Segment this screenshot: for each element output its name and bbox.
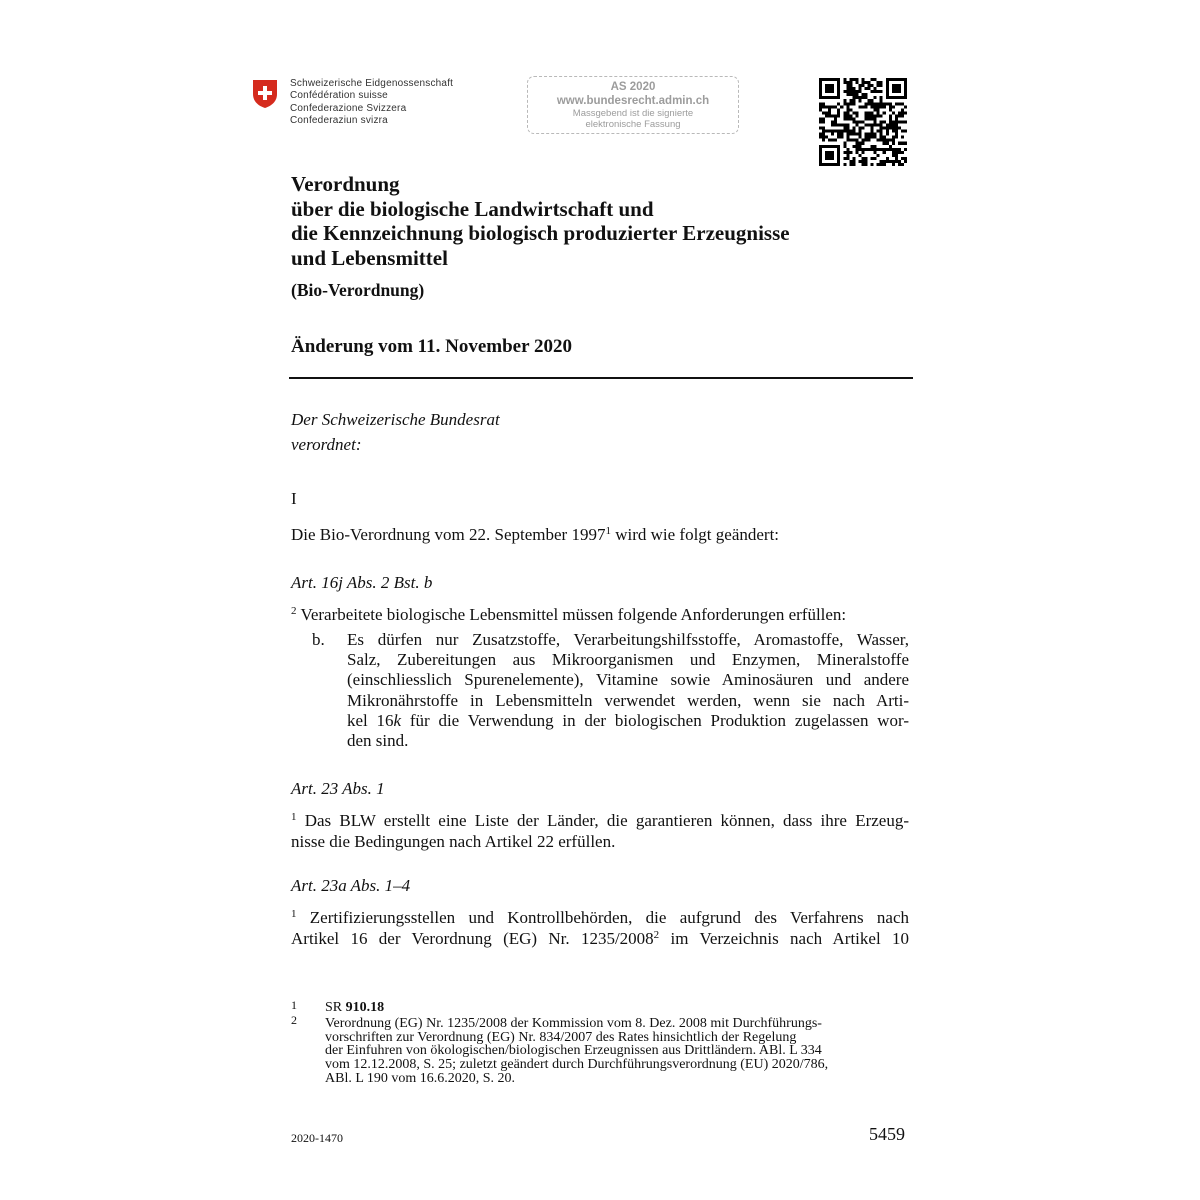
page-number: 5459 — [869, 1124, 905, 1144]
confederation-name-it: Confederazione Svizzera — [290, 102, 407, 114]
title-line: Verordnung — [291, 172, 400, 196]
footnote-number: 2 — [291, 1013, 297, 1027]
footnote-ref: 2 — [653, 928, 660, 941]
official-publication-stamp — [527, 76, 739, 134]
short-title: (Bio-Verordnung) — [291, 280, 425, 300]
divider — [289, 377, 913, 379]
list-line: (einschliesslich Spurenelemente), Vitamine sowie Aminosäuren und andere — [347, 670, 909, 690]
section-number: I — [291, 489, 297, 508]
article-heading: Art. 23 Abs. 1 — [291, 779, 385, 798]
title-line: die Kennzeichnung biologisch produzierter Erzeugnisse — [291, 221, 790, 245]
list-item-text — [347, 630, 909, 751]
preamble-line: verordnet: — [291, 435, 362, 454]
qr-code-icon — [819, 78, 907, 166]
document-title — [291, 172, 790, 270]
footnote-text: SR 910.18 — [325, 1000, 385, 1015]
list-line: Salz, Zubereitungen aus Mikroorganismen und Enzymen, Mineralstoffe — [347, 650, 909, 670]
list-item-label: b. — [312, 630, 325, 649]
list-line: Es dürfen nur Zusatzstoffe, Verarbeitungshilfsstoffe, Aromastoffe, Wasser, — [347, 630, 909, 649]
stamp-note-2: elektronische Fassung — [585, 119, 681, 130]
paragraph-number: 1 — [291, 811, 297, 823]
stamp-url: www.bundesrecht.admin.ch — [556, 95, 710, 107]
amendment-date: Änderung vom 11. November 2020 — [291, 336, 572, 357]
document-id: 2020-1470 — [291, 1131, 343, 1145]
list-line: kel 16k für die Verwendung in der biologischen Produktion zugelassen wor- — [347, 710, 909, 730]
stamp-collection: AS 2020 — [610, 81, 656, 93]
footnote-ref: 1 — [605, 525, 611, 537]
list-line: den sind. — [347, 731, 409, 751]
paragraph: $^2$ Verarbeitete biologische Lebensmittel müssen folgende Anforderungen erfüllen: — [291, 605, 847, 624]
title-line: und Lebensmittel — [291, 245, 448, 270]
preamble-line: Der Schweizerische Bundesrat — [291, 410, 500, 429]
preamble — [291, 407, 500, 457]
article-heading: Art. 23a Abs. 1–4 — [291, 876, 411, 895]
amendment-intro: Die Bio-Verordnung vom 22. September 1997$^1$ wird wie folgt geändert: — [291, 525, 780, 544]
footnote-number: 1 — [291, 998, 297, 1012]
swiss-cross-icon — [252, 79, 278, 109]
footnote-text: Verordnung (EG) Nr. 1235/2008 der Kommission vom 8. Dez. 2008 mit Durchführungs- vorschriften zur Verordnung (EG) Nr. 834/2007 des Rates hinsichtlich der Regelung der Einfuhren von ökologischen/biologischen Erzeugnissen aus Drittländern. ABl. L 334 vom 12.12.2008, S. 25; zuletzt geändert durch Durchführungsverordnung (EU) 2020/786, ABl. L 190 vom 16.6.2020, S. 20. — [325, 1016, 829, 1086]
confederation-names — [290, 78, 453, 127]
stamp-note-1: Massgebend ist die signierte — [572, 108, 694, 119]
paragraph-number: 2 — [291, 605, 297, 617]
confederation-name-fr: Confédération suisse — [290, 90, 388, 102]
paragraph: $^1$ Zertifizierungsstellen und Kontrollbehörden, die aufgrund des Verfahrens nach Artikel 16 der Verordnung (EG) Nr. 1235/2008$^2$ im Verzeichnis nach Artikel 10 — [291, 908, 909, 948]
list-line: Mikronährstoffe in Lebensmitteln verwendet werden, wenn sie nach Arti- — [347, 690, 909, 710]
paragraph: $^1$ Das BLW erstellt eine Liste der Länder, die garantieren können, dass ihre Erzeug- nisse die Bedingungen nach Artikel 22 erfüllen. — [291, 811, 909, 851]
paragraph-number: 1 — [291, 908, 297, 920]
confederation-name-rm: Confederaziun svizra — [290, 114, 388, 126]
title-line: über die biologische Landwirtschaft und — [291, 196, 654, 221]
confederation-name-de: Schweizerische Eidgenossenschaft — [290, 78, 454, 89]
article-heading: Art. 16j Abs. 2 Bst. b — [291, 573, 433, 592]
